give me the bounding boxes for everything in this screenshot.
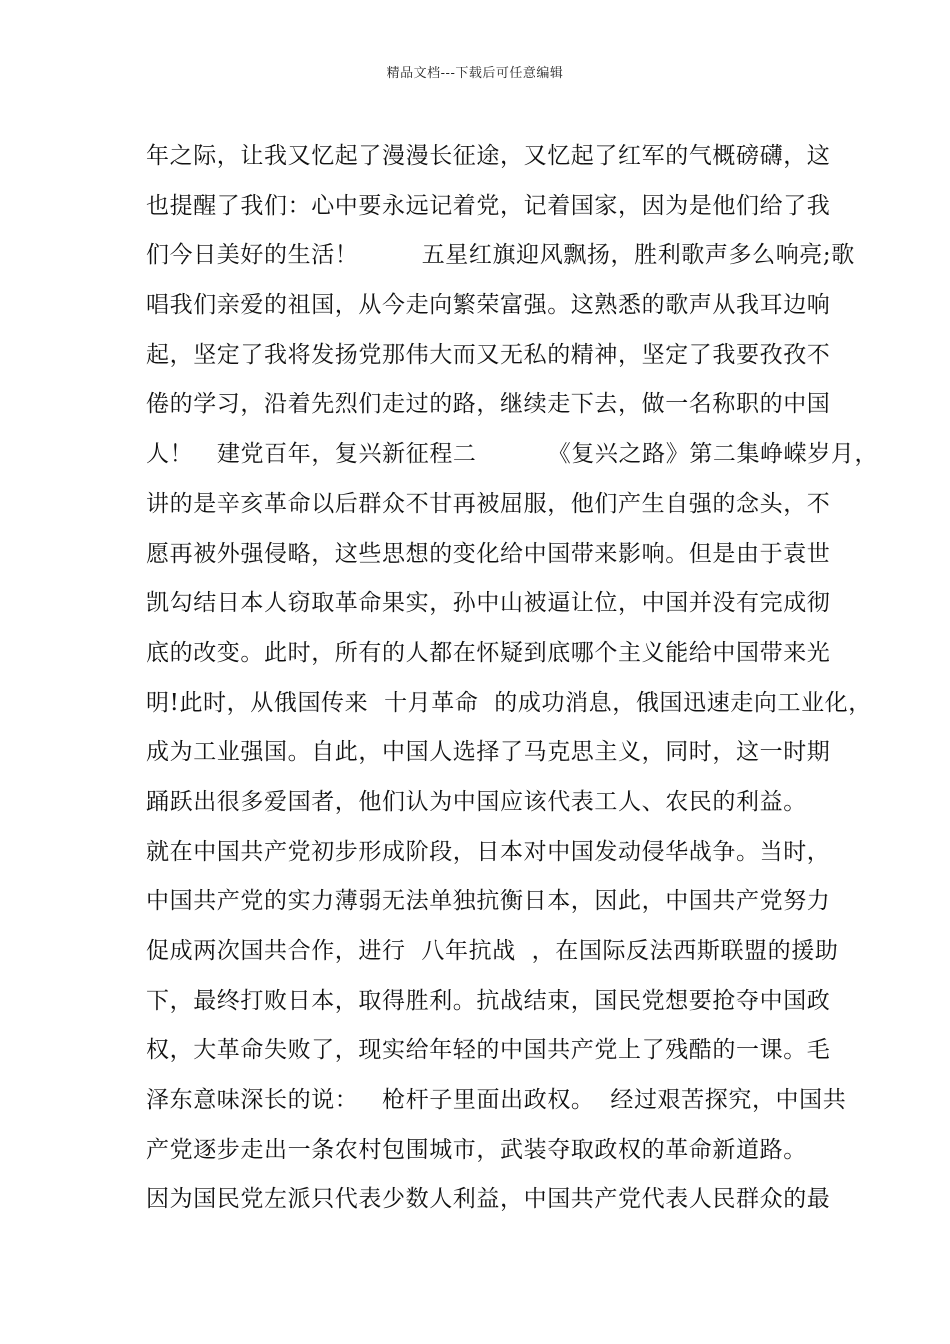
text-line: 愿再被外强侵略，这些思想的变化给中国带来影响。但是由于袁世	[146, 540, 831, 567]
text-line: 底的改变。此时，所有的人都在怀疑到底哪个主义能给中国带来光	[146, 639, 831, 666]
text-line: 权，大革命失败了，现实给年轻的中国共产党上了残酷的一课。毛	[146, 1037, 831, 1064]
text-line: 年之际，让我又忆起了漫漫长征途，又忆起了红军的气概磅礴，这	[146, 143, 831, 169]
text-line: 人！ 建党百年，复兴新征程二 《复兴之路》第二集峥嵘岁月，	[146, 441, 879, 468]
text-line: 也提醒了我们：心中要永远记着党，记着国家，因为是他们给了我	[146, 192, 831, 219]
text-line: 起，坚定了我将发扬党那伟大而又无私的精神，坚定了我要孜孜不	[146, 341, 831, 368]
text-line: 中国共产党的实力薄弱无法单独抗衡日本，因此，中国共产党努力	[146, 888, 831, 915]
text-line: 们今日美好的生活！ 五星红旗迎风飘扬，胜利歌声多么响亮;歌	[146, 242, 855, 269]
text-line: 唱我们亲爱的祖国，从今走向繁荣富强。这熟悉的歌声从我耳边响	[146, 292, 831, 319]
text-line: 成为工业强国。自此，中国人选择了马克思主义，同时，这一时期	[146, 739, 831, 766]
text-line: 泽东意味深长的说： 枪杆子里面出政权。 经过艰苦探究，中国共	[146, 1087, 847, 1114]
text-line: 踊跃出很多爱国者，他们认为中国应该代表工人、农民的利益。	[146, 788, 807, 815]
text-line: 凯勾结日本人窃取革命果实，孙中山被逼让位，中国并没有完成彻	[146, 590, 831, 617]
text-line: 明!此时，从俄国传来 十月革命 的成功消息，俄国迅速走向工业化，	[146, 689, 872, 716]
body-text	[146, 132, 879, 1225]
page-header: 精品文档---下载后可任意编辑	[386, 66, 564, 81]
text-line: 倦的学习，沿着先烈们走过的路，继续走下去，做一名称职的中国	[146, 391, 831, 418]
text-line: 促成两次国共合作，进行 八年抗战 ，在国际反法西斯联盟的援助	[146, 938, 839, 964]
text-line: 就在中国共产党初步形成阶段，日本对中国发动侵华战争。当时，	[146, 838, 831, 865]
text-line: 讲的是辛亥革命以后群众不甘再被屈服，他们产生自强的念头，不	[146, 490, 831, 517]
text-line: 下，最终打败日本，取得胜利。抗战结束，国民党想要抢夺中国政	[146, 987, 831, 1014]
text-line: 产党逐步走出一条农村包围城市，武装夺取政权的革命新道路。	[146, 1136, 807, 1163]
text-line: 因为国民党左派只代表少数人利益，中国共产党代表人民群众的最	[146, 1186, 831, 1213]
